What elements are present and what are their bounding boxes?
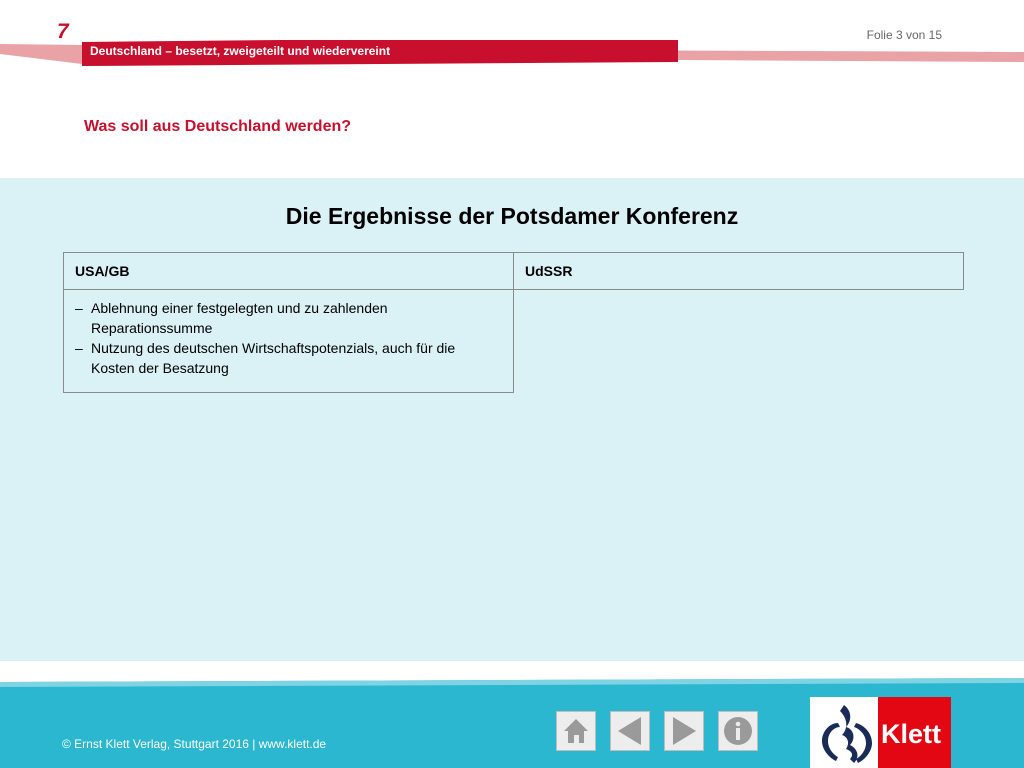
page-title: Die Ergebnisse der Potsdamer Konferenz [285,203,739,229]
klett-emblem-icon [810,697,878,768]
home-button[interactable] [556,711,596,751]
klett-logo [810,697,951,768]
copyright-text: © Ernst Klett Verlag, Stuttgart 2016 | www.klett.de [62,737,327,751]
column-header-udssr: UdSSR [514,253,964,290]
arrow-left-icon [611,712,649,750]
info-button[interactable] [718,711,758,751]
list-item [75,338,502,378]
arrow-right-icon [665,712,703,750]
slide-subtitle: Was soll aus Deutschland werden? [84,118,352,135]
list-item-text: Ablehnung einer festgelegten und zu zahlenden Reparationssumme [91,300,388,336]
table-header-row [64,253,964,290]
column-header-usa-gb: USA/GB [64,253,514,290]
slide-counter: Folie 3 von 15 [866,28,942,42]
dash-bullet: – [75,340,83,356]
list-item [75,298,502,338]
udssr-cell [514,290,964,393]
comparison-table [63,252,964,393]
usa-gb-list [75,298,502,378]
list-item-text: Nutzung des deutschen Wirtschaftspotenzials, auch für die Kosten der Besatzung [91,340,456,376]
chapter-number: 7 [57,20,69,43]
content-panel [0,178,1024,661]
chapter-title: Deutschland – besetzt, zweigeteilt und wiedervereint [90,44,391,58]
info-icon [719,712,757,750]
next-slide-button[interactable] [664,711,704,751]
dash-bullet: – [75,300,83,316]
usa-gb-cell [64,290,514,393]
klett-wordmark: Klett [881,719,941,749]
table-row [64,290,964,393]
previous-slide-button[interactable] [610,711,650,751]
home-icon [557,712,595,750]
